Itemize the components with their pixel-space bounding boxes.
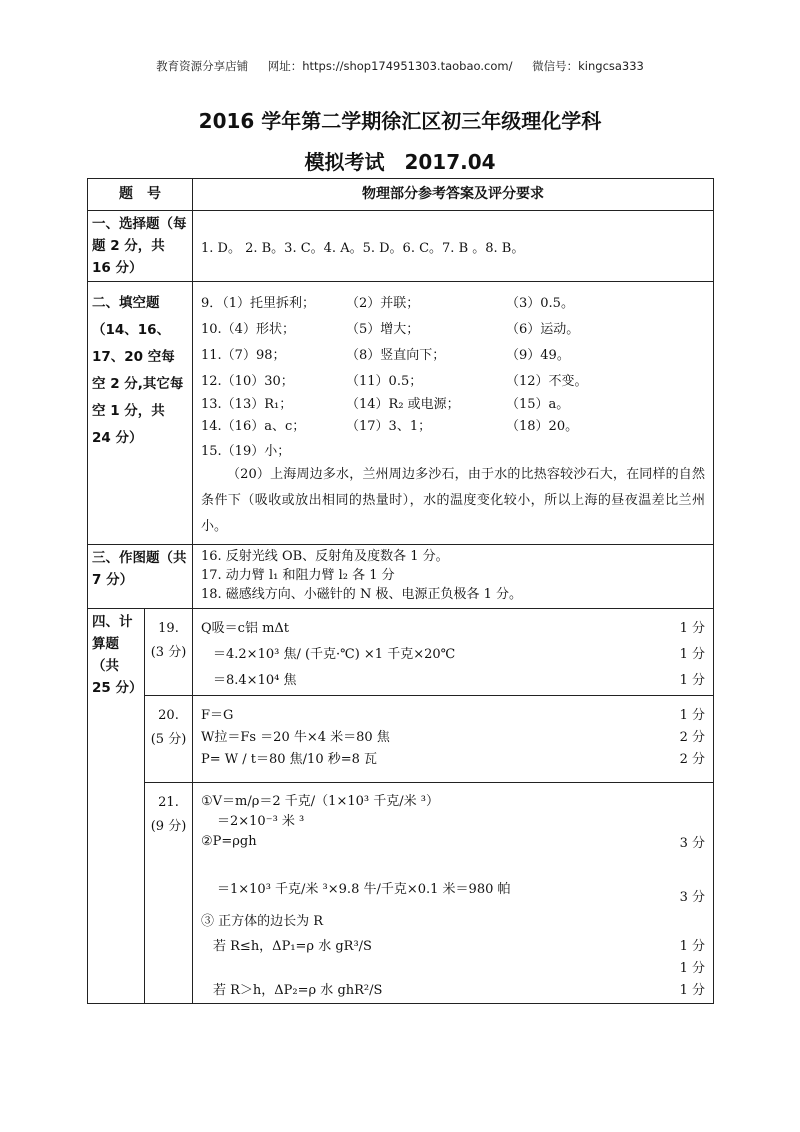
q21-line7: 若 R＞h，ΔP₂=ρ 水 ghR²/S: [213, 982, 383, 998]
q19-number: 19.: [158, 621, 179, 636]
section2-label: 二、填空题（14、16、17、20 空每空 2 分,其它每空 1 分，共 24 分）: [88, 282, 193, 545]
section4-q19-row: [88, 609, 714, 696]
q20-solution: [193, 696, 714, 783]
section1-label: 一、选择题（每题 2 分，共 16 分）: [88, 211, 193, 282]
q21-line3: ②P=ρgh: [201, 833, 257, 849]
q21-line1: ①V＝m/ρ＝2 千克/（1×10³ 千克/米 ³）: [201, 793, 439, 809]
fill-9-3: （3）0.5。: [506, 295, 574, 311]
q21-score1: 3 分: [679, 835, 705, 851]
q20-line3: P= W / t＝80 焦/10 秒=8 瓦: [201, 751, 378, 767]
doc-title-line1: 2016 学年第二学期徐汇区初三年级理化学科: [198, 109, 602, 133]
fill-9-1: 9．（1）托里拆利；: [201, 295, 316, 311]
q19-score1: 1 分: [679, 620, 705, 636]
fill-12-3: （12）不变。: [506, 373, 588, 389]
fill-11-2: （8）竖直向下；: [346, 347, 446, 363]
fill-10-3: （6）运动。: [506, 321, 580, 337]
q19-points: (3 分): [150, 645, 187, 660]
section4-q21-row: [88, 783, 714, 1004]
fill-12-2: （11）0.5；: [346, 373, 423, 389]
q21-number: 21.: [158, 795, 179, 810]
q21-line5: ③ 正方体的边长为 R: [201, 913, 324, 929]
q20-score1: 1 分: [679, 707, 705, 723]
q21-line4: ＝1×10³ 千克/米 ³×9.8 牛/千克×0.1 米＝980 帕: [217, 881, 511, 897]
q21-points: (9 分): [150, 819, 187, 834]
answer-table: [87, 178, 714, 1004]
q20-score2: 2 分: [679, 729, 705, 745]
fill-15-1: 15.（19）小；: [201, 443, 291, 459]
q19-line2: ＝4.2×10³ 焦/ (千克·℃) ×1 千克×20℃: [213, 646, 456, 662]
q19-score3: 1 分: [679, 672, 705, 688]
q19-line3: ＝8.4×10⁴ 焦: [213, 672, 297, 688]
q20-line2: W拉＝Fs ＝20 牛×4 米＝80 焦: [201, 729, 390, 745]
section3-answers: [193, 545, 714, 609]
q20-number: 20.: [158, 708, 179, 723]
section3-row: [88, 545, 714, 609]
fill-14-1: 14.（16）a、c；: [201, 418, 306, 434]
q21-score2: 3 分: [679, 890, 705, 905]
fill-14-2: （17）3、1；: [346, 418, 432, 434]
q21-line2: ＝2×10⁻³ 米 ³: [217, 813, 305, 829]
fill-10-1: 10.（4）形状；: [201, 321, 295, 337]
fill-9-2: （2）并联；: [346, 295, 420, 311]
section3-label: 三、作图题（共 7 分）: [88, 545, 193, 609]
q20-score3: 2 分: [679, 751, 705, 767]
fill-11-3: （9）49。: [506, 347, 570, 363]
table-header-row: [88, 179, 714, 211]
fill-20-explanation: （20）上海周边多水，兰州周边多沙石，由于水的比热容较沙石大，在同样的自然条件下（吸收或放出相同的热量时），水的温度变化较小，所以上海的昼夜温差比兰州小。: [201, 467, 705, 534]
doc-title-line2: 模拟考试 2017.04: [304, 150, 496, 174]
shop-name: 教育资源分享店铺: [156, 59, 249, 73]
q21-score3: 1 分: [679, 938, 705, 954]
section4-label: 四、计算题（共 25 分）: [88, 609, 145, 1004]
q19-line1: Q吸＝c铝 mΔt: [201, 620, 290, 636]
fill-10-2: （5）增大；: [346, 321, 420, 337]
q21-line6: 若 R≤h，ΔP₁=ρ 水 gR³/S: [213, 938, 372, 954]
section2-row: [88, 282, 714, 545]
q20-points: (5 分): [150, 732, 187, 747]
q19-solution: [193, 609, 714, 696]
page-header: [0, 58, 800, 74]
drawing-18: 18. 磁感线方向、小磁针的 N 极、电源正负极各 1 分。: [201, 587, 522, 602]
section1-answers: 1. D。 2. B。3. C。4. A。5. D。6. C。7. B 。8. B。: [193, 211, 714, 282]
fill-13-2: （14）R₂ 或电源；: [346, 396, 460, 412]
fill-12-1: 12.（10）30；: [201, 373, 294, 389]
section1-row: [88, 211, 714, 282]
fill-14-3: （18）20。: [506, 418, 579, 434]
q20-line1: F＝G: [201, 707, 234, 723]
q20-label: [145, 696, 193, 783]
header-col-answers: 物理部分参考答案及评分要求: [193, 179, 714, 211]
fill-13-1: 13.（13）R₁；: [201, 396, 293, 412]
q21-score5: 1 分: [679, 982, 705, 998]
shop-url[interactable]: 网址：https://shop174951303.taobao.com/: [267, 59, 513, 73]
q19-label: [145, 609, 193, 696]
drawing-17: 17. 动力臂 l₁ 和阻力臂 l₂ 各 1 分: [201, 568, 395, 583]
drawing-16: 16. 反射光线 OB、反射角及度数各 1 分。: [201, 549, 449, 564]
wechat-id: 微信号：kingcsa333: [532, 59, 644, 73]
q21-score4: 1 分: [679, 960, 705, 976]
section4-q20-row: [88, 696, 714, 783]
header-col-question: 题 号: [88, 179, 193, 211]
section2-answers: [193, 282, 714, 545]
q21-solution: [193, 783, 714, 1004]
fill-11-1: 11.（7）98；: [201, 347, 286, 363]
fill-13-3: （15）a。: [506, 396, 570, 412]
q19-score2: 1 分: [679, 646, 705, 662]
q21-label: [145, 783, 193, 1004]
